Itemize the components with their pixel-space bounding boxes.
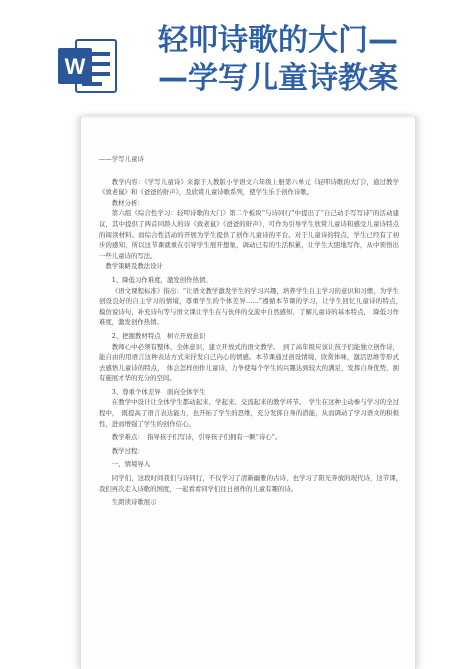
section-heading: 教学策略及教法设计 xyxy=(105,262,163,271)
section-heading: 一、情境导入 xyxy=(111,460,151,469)
section-heading: 3、尊重个体差异 面向全体学生 xyxy=(111,387,206,396)
paragraph: 《语文课程标准》指出：“让语文教学激发学生的学习兴趣，培养学生自主学习的意识和习惯，为学生创设良好的自主学习的情境，尊重学生的个体差异……”遵循本节课的学习，让学生回忆儿童诗的特点， 模仿说诗句，补充诗句等与语文课让学生在与伙伴的交流中自然感知、了解儿童诗的基本特点， 降低习作难度，激发创作热情。 xyxy=(99,286,406,327)
paragraph: 教学难点： 指导孩子们写诗，引导孩子们拥有一颗“诗心”。 xyxy=(111,433,282,442)
paragraph: 教师心中必须有整体、全体意识，建立开放式的语文教学。 到了高年级应该让孩子们能独立创作诗，能自由的用语言这种表达方式来抒发自己内心的情感。本节课通过创设情境，欣赏体味，激活思维等形式去感悟儿童诗的特点， 体会怎样创作儿童诗，力争使每个学生的兴趣达到较大的满足，发挥自身优势，拥有施展才华的充分的空间。 xyxy=(99,342,399,383)
paragraph: 第六组《综合性学习：轻叩诗歌的大门》第二个板块“与诗同行”中提出了“自己动手写写诗”的活动建议，其中提供了两首同龄人的诗《致老鼠》《爸爸的鼾声》，可作为引导学生欣赏儿童诗和感受儿童诗特点的阅读材料。而综合性活动的开展为学生提供了创作儿童诗的平台。对于儿童诗的特点，学生已经有了初步的感知，所以这节课就重在引导学生展开想象，调动已有的生活积累，让学生大胆地写作，从中领悟出一些儿童诗的写法。 xyxy=(99,209,399,260)
document-page xyxy=(80,116,416,669)
word-doc-icon xyxy=(56,36,122,96)
section-heading: 2、把握教材特点 树立开放意识 xyxy=(111,331,206,340)
paragraph: 同学们，这段时间我们与诗同行，不仅学习了清新幽雅的古诗，也学习了阳光奔放的现代诗，这节课， 我们再次走入诗歌的国度，一起看看同学们往日创作的儿童有趣的诗。 xyxy=(99,474,406,493)
document-subtitle: ——学写儿童诗 xyxy=(99,155,144,163)
page-edge xyxy=(81,116,415,118)
svg-text:W: W xyxy=(64,54,86,79)
page-title xyxy=(158,22,474,98)
header-banner xyxy=(0,0,474,118)
section-heading: 教学过程： xyxy=(111,446,144,455)
paragraph: 生朗读诗歌展示 xyxy=(111,498,157,507)
title-line-1: 轻叩诗歌的大门— xyxy=(158,23,398,58)
paragraph: 教材分析： xyxy=(111,198,144,207)
title-line-2: —学写儿童诗教案 xyxy=(158,61,398,96)
document-body xyxy=(99,154,406,508)
section-heading: 1、降低习作难度，激发创作热情。 xyxy=(111,275,212,284)
paragraph: 在教学中设计让全体学生都动起来、学起来、交流起来的教学环节。 学生在这种主动参与学习的全过程中， 既提高了语言表达能力，也开拓了学生的思维，充分发挥自身的潜能，从而调动了学习语文的积极性，进而增强了学生的创作信心。 xyxy=(99,398,399,428)
paragraph: 教学内容：《学写儿童诗》来源于人教版小学语文六年级上册第六单元《轻叩诗歌的大门》，通过教学《致老鼠》和《爸爸的鼾声》，及欣赏儿童诗歌系列，使学生乐于创作诗歌。 xyxy=(99,177,399,197)
